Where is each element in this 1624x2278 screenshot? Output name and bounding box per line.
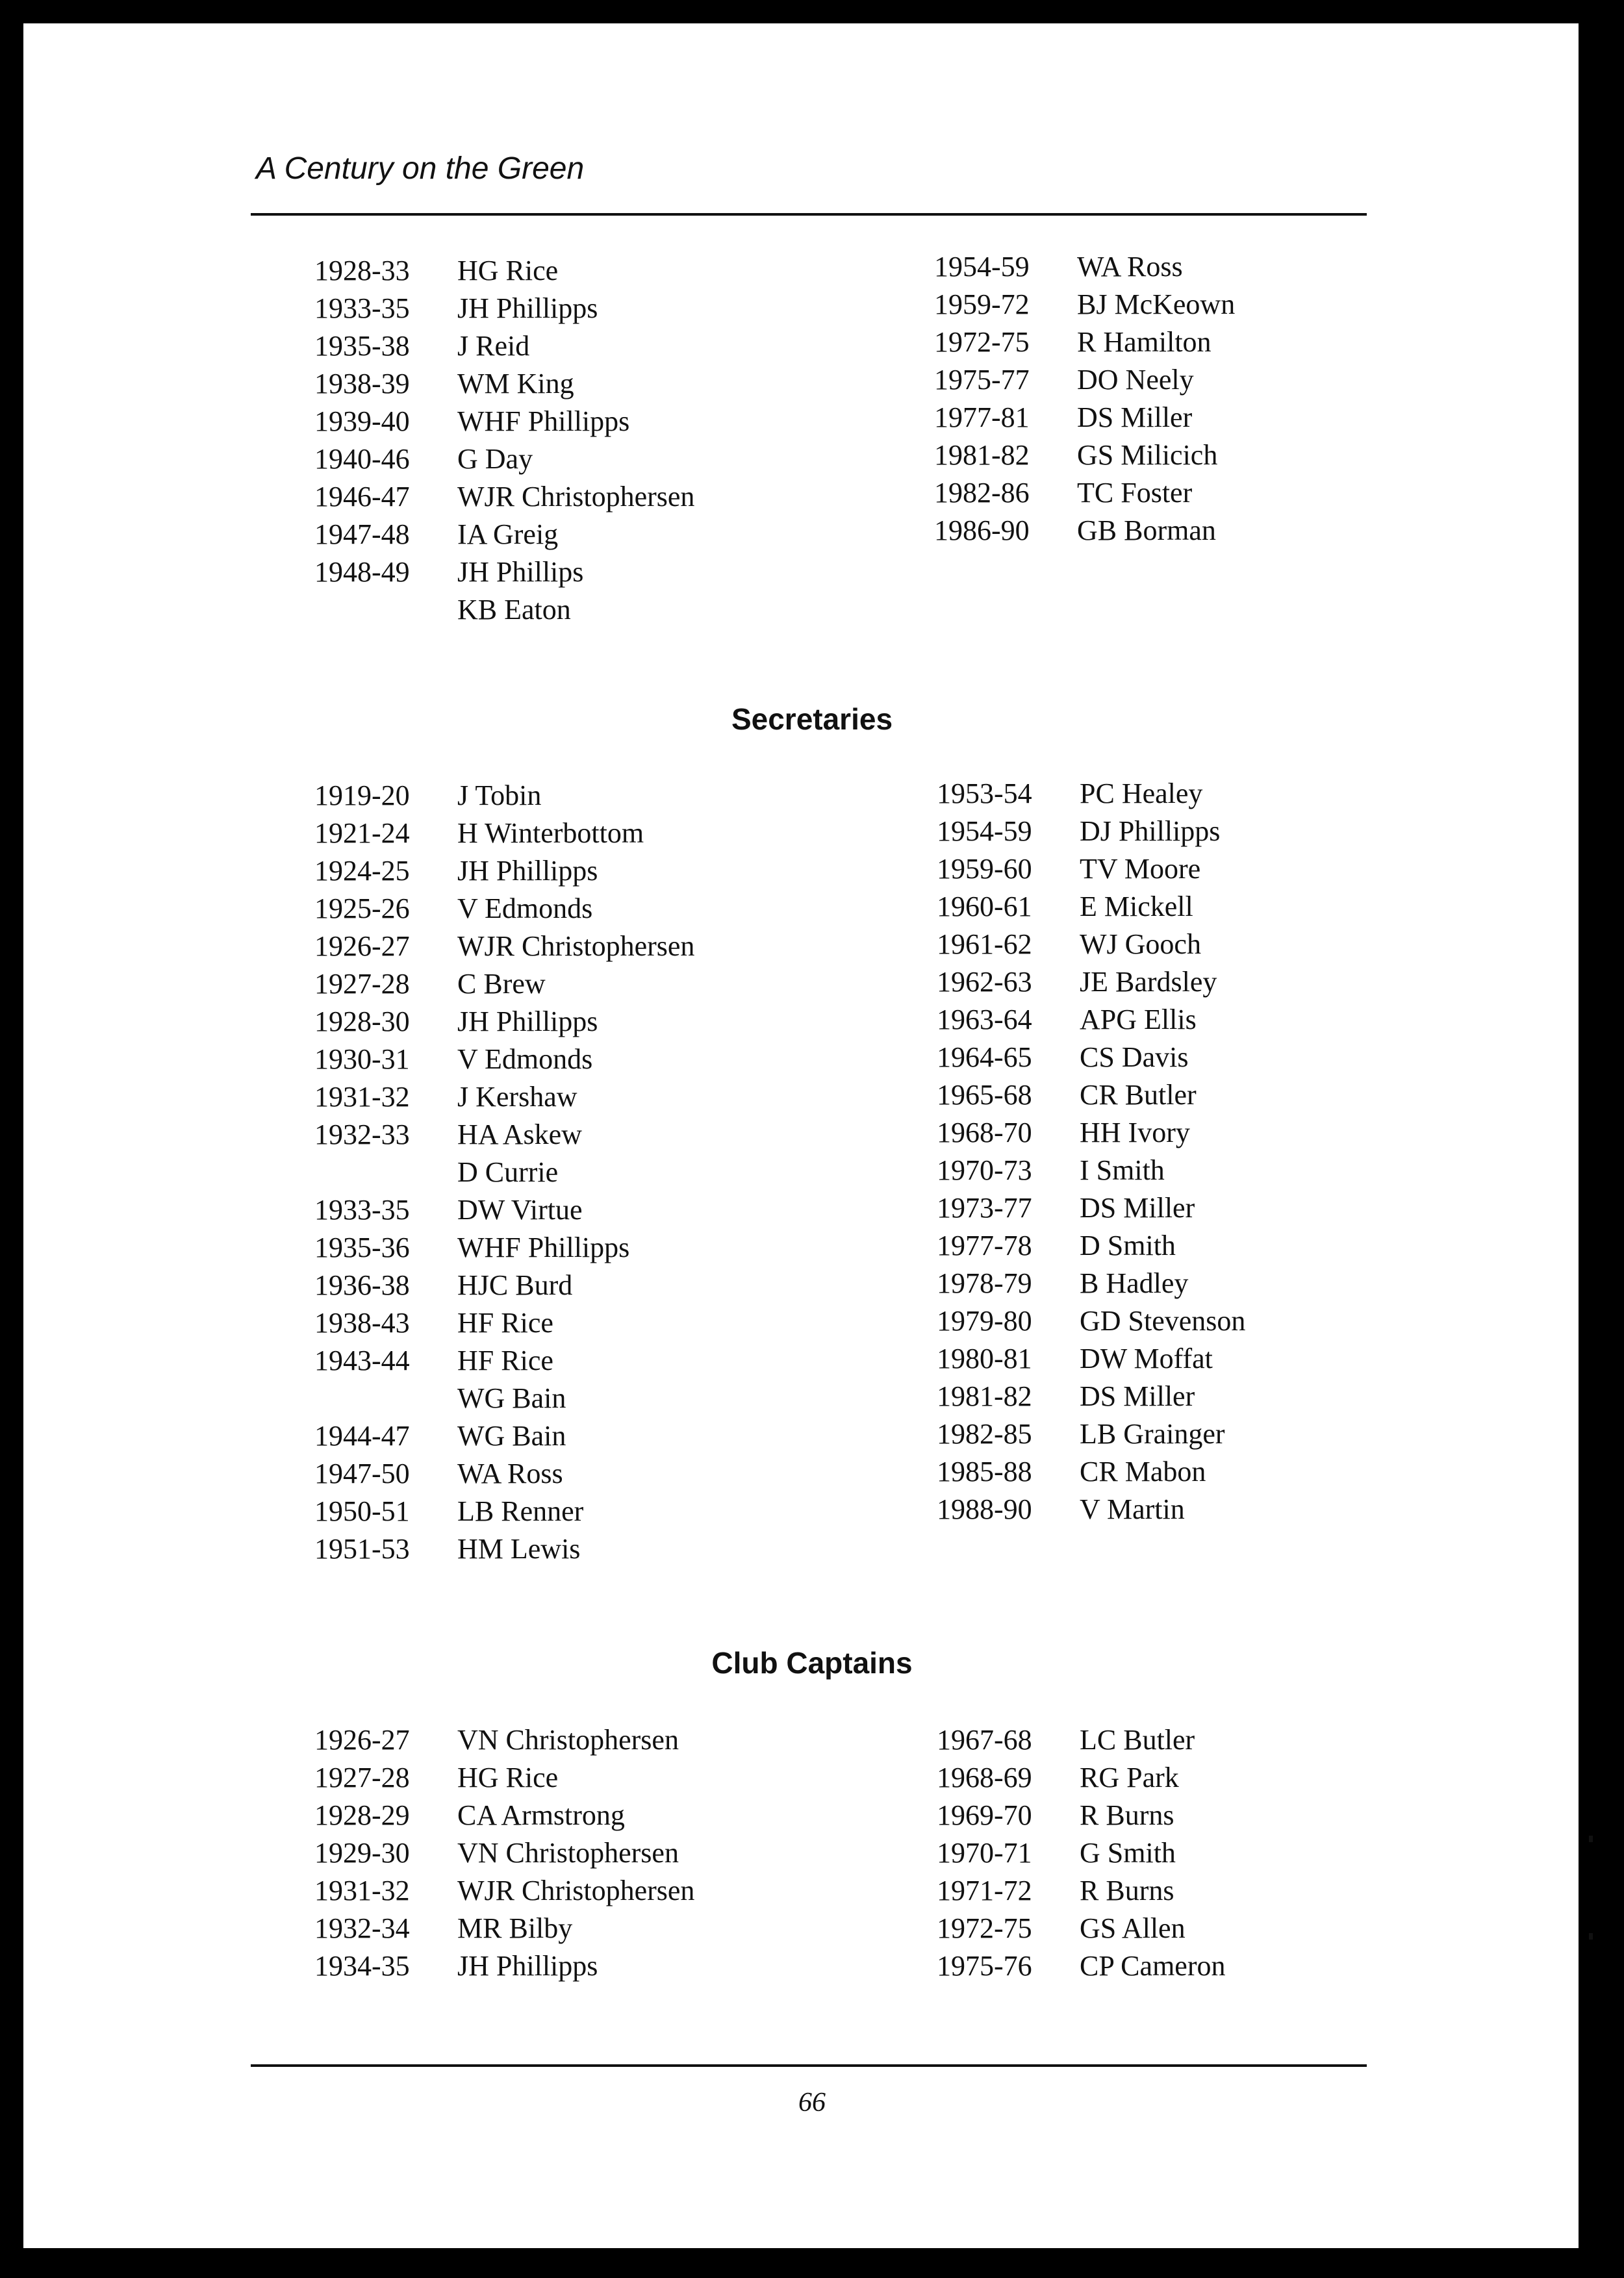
entry-years: 1926-27 [314,1724,410,1756]
entry-years: 1975-76 [937,1950,1032,1982]
entry-years: 1932-34 [314,1912,410,1944]
entry-years: 1954-59 [937,815,1032,847]
entry-years: 1934-35 [314,1950,410,1982]
entry-years: 1985-88 [937,1456,1032,1487]
entry-name: WA Ross [1077,251,1183,283]
entry-name: WJ Gooch [1080,928,1201,960]
entry-name: LB Grainger [1080,1418,1225,1450]
entry-years: 1936-38 [314,1269,410,1301]
entry-name: HG Rice [457,1762,559,1793]
entry-name: HH Ivory [1080,1117,1190,1148]
entry-years: 1933-35 [314,292,410,324]
entry-name: J Reid [457,330,530,362]
entry-name: JH Phillipps [457,1950,598,1982]
entry-name: HG Rice [457,255,559,286]
entry-years: 1981-82 [937,1380,1032,1412]
entry-years: 1928-33 [314,255,410,286]
page-sheet [23,23,1579,2248]
entry-years: 1925-26 [314,892,410,924]
entry-years: 1986-90 [934,514,1030,546]
scan-speck [1589,1836,1593,1842]
entry-years: 1950-51 [314,1495,410,1527]
entry-name: WA Ross [457,1458,563,1489]
entry-years: 1973-77 [937,1192,1032,1224]
entry-years: 1943-44 [314,1345,410,1376]
entry-years: 1919-20 [314,779,410,811]
entry-years: 1947-48 [314,518,410,550]
entry-name: TC Foster [1077,477,1193,509]
entry-name: H Winterbottom [457,817,644,849]
secretaries-heading: Secretaries [731,702,893,736]
entry-years: 1968-70 [937,1117,1032,1148]
entry-name: IA Greig [457,518,559,550]
entry-name: JE Bardsley [1080,966,1217,998]
entry-years: 1947-50 [314,1458,410,1489]
entry-name: LB Renner [457,1495,584,1527]
entry-name: G Day [457,443,533,475]
entry-name: JH Phillipps [457,1006,598,1037]
entry-name: GS Allen [1080,1912,1186,1944]
entry-name: RG Park [1080,1762,1179,1793]
running-header-title: A Century on the Green [256,151,585,186]
entry-years: 1946-47 [314,481,410,513]
entry-name: BJ McKeown [1077,288,1236,320]
entry-name: GB Borman [1077,514,1216,546]
entry-name: V Edmonds [457,1043,593,1075]
entry-years: 1931-32 [314,1875,410,1906]
entry-years: 1988-90 [937,1493,1032,1525]
entry-name: HA Askew [457,1119,582,1150]
entry-years: 1927-28 [314,968,410,1000]
entry-name: WJR Christophersen [457,1875,695,1906]
entry-name: VN Christophersen [457,1724,679,1756]
entry-years: 1951-53 [314,1533,410,1565]
entry-name: WM King [457,368,574,399]
entry-years: 1978-79 [937,1267,1032,1299]
entry-years: 1931-32 [314,1081,410,1113]
entry-name: J Tobin [457,779,542,811]
entry-years: 1961-62 [937,928,1032,960]
entry-name: J Kershaw [457,1081,577,1113]
entry-years: 1933-35 [314,1194,410,1226]
entry-name: JH Phillips [457,556,584,588]
entry-name: DW Moffat [1080,1343,1213,1374]
entry-years: 1970-73 [937,1154,1032,1186]
entry-years: 1982-85 [937,1418,1032,1450]
entry-years: 1928-30 [314,1006,410,1037]
entry-name: WHF Phillipps [457,405,630,437]
entry-name: WHF Phillipps [457,1232,630,1263]
entry-name: WJR Christophersen [457,481,695,513]
entry-name: CR Mabon [1080,1456,1206,1487]
entry-years: 1977-78 [937,1230,1032,1261]
entry-name: DS Miller [1077,401,1193,433]
entry-years: 1977-81 [934,401,1030,433]
entry-name: B Hadley [1080,1267,1189,1299]
entry-years: 1968-69 [937,1762,1032,1793]
entry-years: 1935-36 [314,1232,410,1263]
page-number: 66 [798,2088,826,2118]
entry-years: 1940-46 [314,443,410,475]
entry-years: 1981-82 [934,439,1030,471]
entry-name: GS Milicich [1077,439,1218,471]
entry-name: CA Armstrong [457,1799,625,1831]
entry-name: CP Cameron [1080,1950,1226,1982]
entry-name: V Edmonds [457,892,593,924]
entry-name: LC Butler [1080,1724,1195,1756]
entry-name: DW Virtue [457,1194,583,1226]
entry-name: WJR Christophersen [457,930,695,962]
entry-name: JH Phillipps [457,292,598,324]
entry-name: MR Bilby [457,1912,573,1944]
entry-name: WG Bain [457,1382,566,1414]
entry-years: 1935-38 [314,330,410,362]
entry-name: PC Healey [1080,778,1203,809]
entry-years: 1959-60 [937,853,1032,885]
entry-name: R Hamilton [1077,326,1212,358]
entry-name: KB Eaton [457,594,571,626]
entry-years: 1965-68 [937,1079,1032,1111]
entry-name: GD Stevenson [1080,1305,1246,1337]
entry-years: 1953-54 [937,778,1032,809]
entry-name: I Smith [1080,1154,1165,1186]
entry-name: VN Christophersen [457,1837,679,1869]
entry-name: DS Miller [1080,1192,1195,1224]
entry-name: WG Bain [457,1420,566,1452]
entry-name: C Brew [457,968,546,1000]
entry-name: CS Davis [1080,1041,1189,1073]
entry-years: 1954-59 [934,251,1030,283]
entry-name: JH Phillipps [457,855,598,887]
entry-years: 1975-77 [934,364,1030,396]
entry-years: 1924-25 [314,855,410,887]
entry-years: 1971-72 [937,1875,1032,1906]
entry-years: 1930-31 [314,1043,410,1075]
entry-years: 1929-30 [314,1837,410,1869]
entry-years: 1921-24 [314,817,410,849]
header-rule [251,213,1367,216]
entry-name: R Burns [1080,1799,1174,1831]
entry-years: 1969-70 [937,1799,1032,1831]
entry-years: 1927-28 [314,1762,410,1793]
entry-years: 1970-71 [937,1837,1032,1869]
entry-years: 1960-61 [937,891,1032,922]
entry-name: HF Rice [457,1307,553,1339]
entry-years: 1972-75 [937,1912,1032,1944]
entry-years: 1938-43 [314,1307,410,1339]
entry-years: 1944-47 [314,1420,410,1452]
entry-years: 1979-80 [937,1305,1032,1337]
entry-years: 1932-33 [314,1119,410,1150]
entry-name: DO Neely [1077,364,1194,396]
entry-years: 1938-39 [314,368,410,399]
entry-years: 1964-65 [937,1041,1032,1073]
entry-years: 1962-63 [937,966,1032,998]
entry-name: DS Miller [1080,1380,1195,1412]
club-captains-heading: Club Captains [711,1646,913,1680]
entry-name: CR Butler [1080,1079,1197,1111]
entry-years: 1939-40 [314,405,410,437]
entry-name: HF Rice [457,1345,553,1376]
entry-years: 1982-86 [934,477,1030,509]
scan-speck [1589,1933,1593,1940]
entry-name: HM Lewis [457,1533,581,1565]
entry-years: 1959-72 [934,288,1030,320]
entry-years: 1963-64 [937,1004,1032,1035]
entry-years: 1980-81 [937,1343,1032,1374]
footer-rule [251,2064,1367,2067]
entry-years: 1928-29 [314,1799,410,1831]
entry-name: V Martin [1080,1493,1185,1525]
entry-years: 1926-27 [314,930,410,962]
entry-years: 1967-68 [937,1724,1032,1756]
entry-years: 1948-49 [314,556,410,588]
entry-name: DJ Phillipps [1080,815,1221,847]
entry-name: TV Moore [1080,853,1201,885]
entry-name: R Burns [1080,1875,1174,1906]
entry-name: APG Ellis [1080,1004,1197,1035]
entry-name: G Smith [1080,1837,1176,1869]
entry-years: 1972-75 [934,326,1030,358]
entry-name: D Currie [457,1156,559,1188]
entry-name: HJC Burd [457,1269,573,1301]
entry-name: D Smith [1080,1230,1176,1261]
entry-name: E Mickell [1080,891,1193,922]
